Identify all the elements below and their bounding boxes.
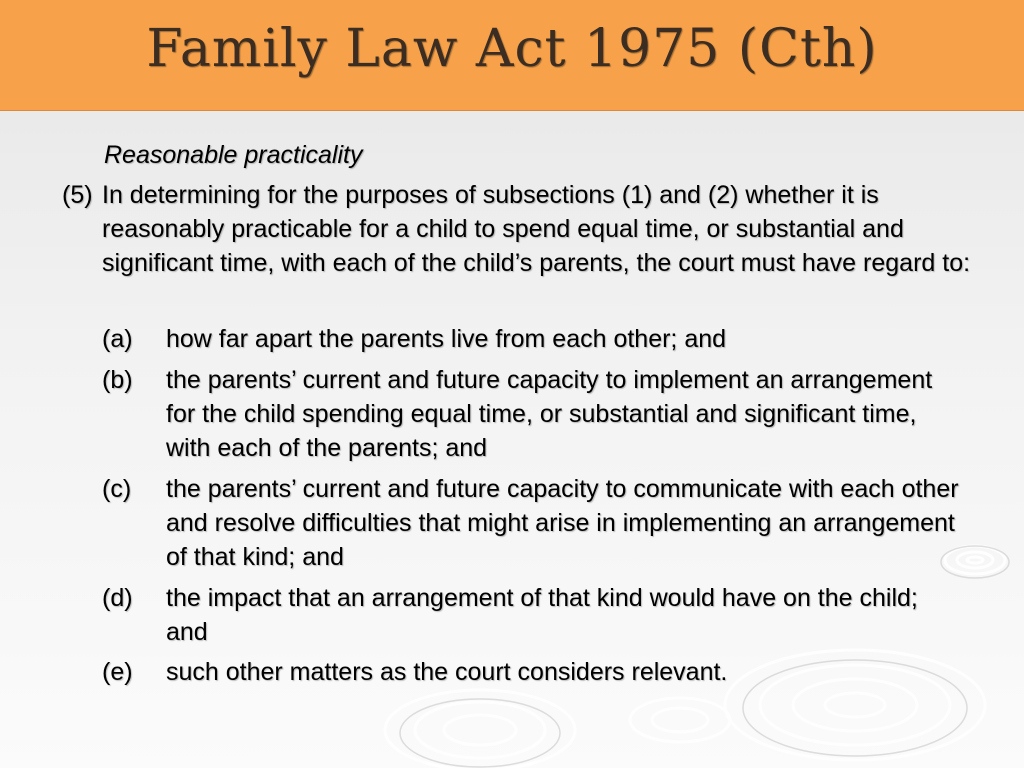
item-text: the parents’ current and future capacity to implement an arrangement for the child spending equal time, or substantial and significant time, with each of the parents; and	[166, 366, 933, 462]
item-label: (c)	[102, 475, 132, 503]
subsection-text: In determining for the purposes of subsections (1) and (2) whether it is reasonably practicable for a child to spend equal time, or substantial and significant time, with each of the child’s parents, the court must have regard to:	[102, 181, 971, 277]
section-heading: Reasonable practicality	[104, 141, 363, 169]
slide-title: Family Law Act 1975 (Cth)	[146, 19, 878, 79]
title-bar	[0, 0, 1024, 111]
item-label: (e)	[102, 658, 133, 686]
item-label: (d)	[102, 584, 133, 612]
item-label: (b)	[102, 366, 133, 394]
item-text: the parents’ current and future capacity to communicate with each other and resolve difficulties that might arise in implementing an arrangement of that kind; and	[166, 475, 959, 571]
item-label: (a)	[102, 325, 133, 353]
subsection-number: (5)	[62, 181, 93, 209]
item-text: the impact that an arrangement of that kind would have on the child; and	[166, 584, 918, 646]
slide-content	[0, 110, 1024, 768]
item-text: such other matters as the court considers relevant.	[166, 658, 728, 686]
item-text: how far apart the parents live from each other; and	[166, 325, 727, 353]
